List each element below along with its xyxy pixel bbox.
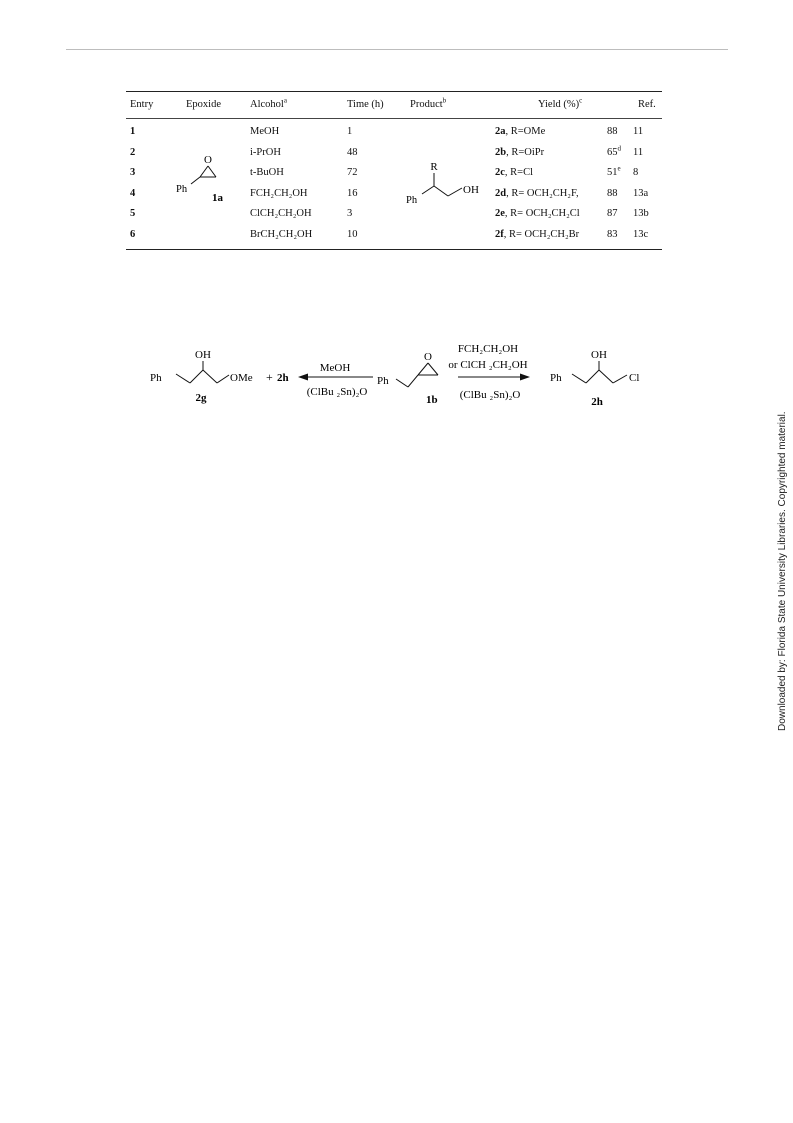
- product-oh: OH: [463, 184, 479, 196]
- product-r: R: [430, 161, 438, 173]
- product-structure: [404, 159, 494, 213]
- header-entry: Entry: [130, 99, 154, 110]
- product-2g: [150, 349, 253, 404]
- reaction-scheme: [140, 335, 660, 415]
- table-bottom-rule: [126, 249, 662, 250]
- plus-product-2h: 2h: [277, 372, 289, 384]
- entry-number: 2: [130, 146, 136, 158]
- right-arrow-above-1: FCH₂CH₂OH: [457, 343, 519, 355]
- 1b-oxygen: O: [424, 351, 432, 363]
- time-cell: 72: [347, 167, 358, 179]
- time-cell: 16: [347, 187, 358, 199]
- entry-number: 1: [130, 126, 136, 137]
- right-arrow-above-2: or ClCH ₂CH₂OH: [448, 359, 528, 371]
- header-alcohol: Alcohol$^a$: [250, 96, 287, 110]
- epoxide-1b: [377, 351, 438, 406]
- right-arrow-below: (ClBu ₂Sn)₂O: [459, 389, 521, 401]
- download-watermark: Downloaded by: Florida State University Libraries. Copyrighted material.: [777, 411, 788, 731]
- product-ph: Ph: [406, 195, 418, 206]
- alcohol-cell: t-BuOH: [250, 167, 284, 179]
- yield-value: 83: [607, 228, 618, 240]
- yield-value: 51e: [607, 164, 621, 179]
- epoxide-1a-structure: [170, 149, 250, 209]
- header-alcohol-note: a: [283, 96, 287, 105]
- time-cell: 10: [347, 228, 358, 240]
- table-row: [126, 122, 662, 143]
- 1b-label: 1b: [426, 394, 438, 406]
- alcohol-cell: BrCH₂CH₂OH: [250, 228, 313, 240]
- ref-cell: 11: [633, 146, 644, 158]
- entry-number: 5: [130, 208, 136, 220]
- yield-label: 2b, R=OiPr: [495, 146, 545, 158]
- 2g-ph: Ph: [150, 372, 162, 384]
- alcohol-cell: FCH₂CH₂OH: [250, 187, 308, 199]
- yield-label: 2f, R= OCH₂CH₂Br: [495, 228, 580, 240]
- product-2h: [550, 349, 639, 408]
- header-yield: Yield (%)$^c$: [538, 96, 583, 110]
- epoxide-oxygen: O: [204, 154, 212, 166]
- table-row: [126, 225, 662, 246]
- yield-label: 2d, R= OCH₂CH₂F,: [495, 187, 579, 199]
- yield-value: 88: [607, 187, 618, 199]
- left-arrow-below: (ClBu ₂Sn)₂O: [306, 386, 368, 398]
- top-rule: [66, 49, 728, 50]
- ref-cell: 13c: [633, 228, 649, 240]
- ref-cell: 13b: [633, 208, 649, 220]
- entry-number: 4: [130, 187, 136, 199]
- header-product-note: b: [442, 96, 447, 105]
- yield-label: 2c, R=Cl: [495, 167, 534, 179]
- time-cell: 48: [347, 146, 358, 158]
- entry-number: 6: [130, 228, 136, 240]
- alcohol-cell: MeOH: [250, 126, 280, 137]
- ref-cell: 11: [633, 126, 644, 137]
- yield-label: 2a, R=OMe: [495, 126, 546, 137]
- yield-value: 65$^d$: [607, 144, 621, 158]
- 2g-ome: OMe: [230, 372, 253, 384]
- header-time: Time (h): [347, 99, 384, 110]
- 1b-ph: Ph: [377, 375, 389, 387]
- plus-sign: +: [266, 370, 273, 384]
- header-epoxide: Epoxide: [186, 99, 221, 110]
- yield-value: 87: [607, 208, 618, 220]
- table-header: [126, 92, 662, 118]
- left-arrow-above: MeOH: [319, 362, 351, 374]
- 2h-cl: Cl: [629, 372, 640, 384]
- header-yield-note: c: [579, 96, 583, 105]
- time-cell: 1: [347, 126, 353, 137]
- 2h-ph: Ph: [550, 372, 562, 384]
- yield-label: 2e, R= OCH₂CH₂Cl: [495, 208, 580, 220]
- epoxide-ph: Ph: [176, 184, 188, 195]
- results-table: [126, 91, 662, 250]
- 2h-label: 2h: [591, 396, 603, 408]
- header-ref: Ref.: [638, 99, 656, 110]
- entry-number: 3: [130, 167, 136, 179]
- 2g-label: 2g: [195, 392, 207, 404]
- alcohol-cell: ClCH₂CH₂OH: [250, 208, 312, 220]
- time-cell: 3: [347, 208, 353, 220]
- alcohol-cell: i-PrOH: [250, 146, 281, 158]
- ref-cell: 8: [633, 167, 639, 179]
- epoxide-label: 1a: [212, 192, 223, 204]
- 2h-oh: OH: [591, 349, 607, 361]
- ref-cell: 13a: [633, 187, 649, 199]
- 2g-oh: OH: [195, 349, 211, 361]
- yield-value: 88: [607, 126, 618, 137]
- header-product: Product$^b$: [410, 96, 447, 110]
